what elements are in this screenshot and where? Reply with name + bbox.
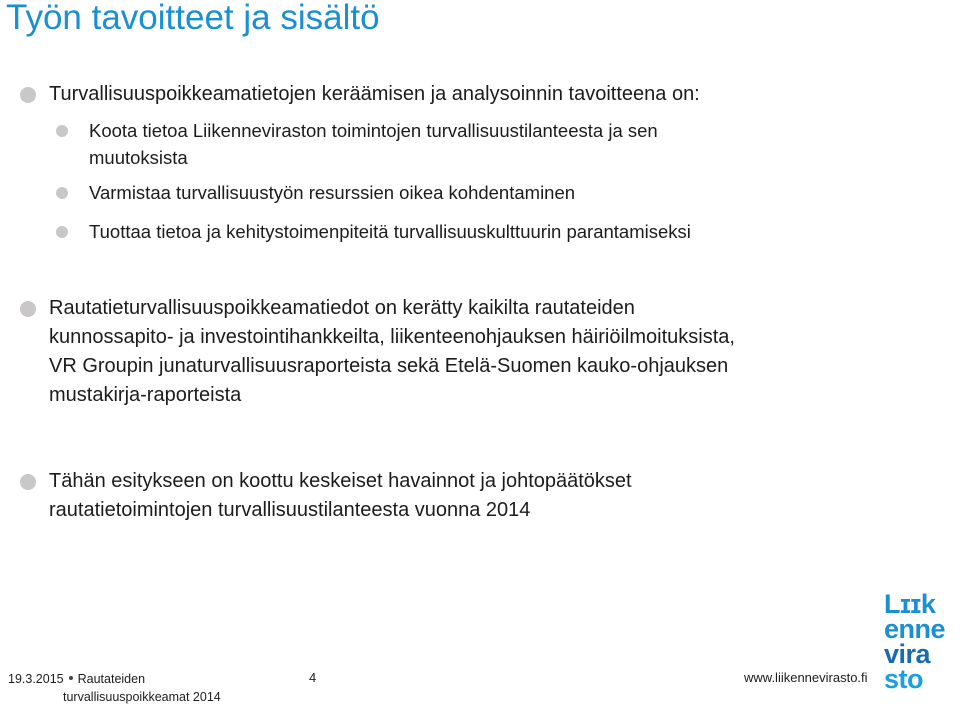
bullet-dot-icon	[56, 187, 68, 199]
bullet-3-line-2: rautatietoimintojen turvallisuustilanteesta vuonna 2014	[49, 499, 531, 521]
logo-line-3: vira	[884, 639, 931, 669]
bullet-dot-icon	[56, 226, 68, 238]
sub-bullet-1-text: Koota tietoa Liikenneviraston toimintojen turvallisuustilanteesta ja sen	[89, 120, 658, 141]
bullet-dot-icon	[20, 474, 36, 490]
bullet-2-line-2: kunnossapito- ja investointihankkeilta, liikenteenohjauksen häiriöilmoituksista,	[49, 326, 735, 348]
bullet-2-line-4: mustakirja-raporteista	[49, 384, 242, 406]
sub-bullet-1-text-cont: muutoksista	[89, 147, 188, 168]
footer-separator-icon	[69, 676, 73, 680]
bullet-dot-icon	[56, 125, 68, 137]
bullet-3-line-1: Tähän esitykseen on koottu keskeiset havainnot ja johtopäätökset	[49, 470, 632, 492]
footer-subtitle-2: turvallisuuspoikkeamat 2014	[63, 690, 221, 704]
sub-bullet-2-text: Varmistaa turvallisuustyön resurssien oikea kohdentaminen	[89, 182, 576, 203]
footer-subtitle-1: Rautateiden	[77, 672, 146, 686]
bullet-2-line-1: Rautatieturvallisuuspoikkeamatiedot on kerätty kaikilta rautateiden	[49, 297, 635, 319]
slide-title: Työn tavoitteet ja sisältö	[6, 0, 380, 37]
bullet-2-line-3: VR Groupin junaturvallisuusraporteista sekä Etelä-Suomen kauko-ohjauksen	[49, 355, 729, 377]
footer-url: www.liikennevirasto.fi	[744, 670, 868, 685]
bullet-dot-icon	[20, 87, 36, 103]
footer	[8, 670, 221, 706]
page-number: 4	[309, 670, 317, 685]
bullet-dot-icon	[20, 301, 36, 317]
footer-date: 19.3.2015	[8, 672, 64, 686]
sub-bullet-3-text: Tuottaa tietoa ja kehitystoimenpiteitä turvallisuuskulttuurin parantamiseksi	[89, 221, 691, 242]
logo-line-1: Lɪɪk	[884, 589, 936, 619]
liikennevirasto-logo	[884, 589, 946, 694]
logo-line-2: enne	[884, 614, 946, 644]
logo-line-4: sto	[884, 664, 923, 694]
bullet-1-text: Turvallisuuspoikkeamatietojen keräämisen ja analysoinnin tavoitteena on:	[49, 83, 700, 105]
